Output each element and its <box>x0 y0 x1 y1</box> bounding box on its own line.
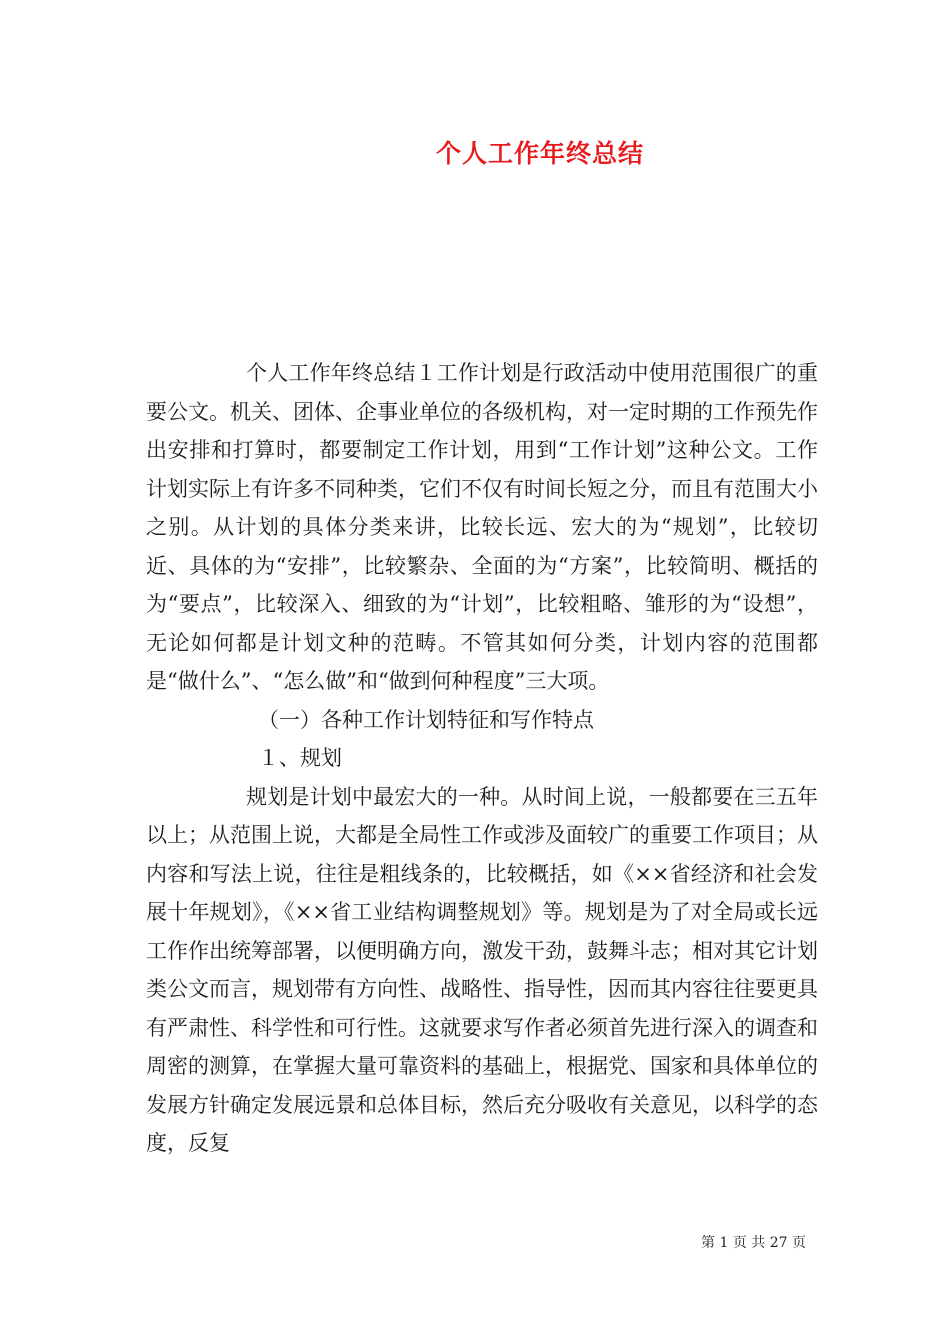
document-body <box>146 354 818 1163</box>
page-title: 个人工作年终总结 <box>435 139 644 168</box>
body-paragraph: 个人工作年终总结１工作计划是行政活动中使用范围很广的重要公文。机关、团体、企事业单位的各级机构，对一定时期的工作预先作出安排和打算时，都要制定工作计划，用到“工作计划”这种公文。工作计划实际上有许多不同种类，它们不仅有时间长短之分，而且有范围大小之别。从计划的具体分类来讲，比较长远、宏大的为“规划”，比较切近、具体的为“安排”，比较繁杂、全面的为“方案”，比较简明、概括的为“要点”，比较深入、细致的为“计划”，比较粗略、雏形的为“设想”，无论如何都是计划文种的范畴。不管其如何分类，计划内容的范围都是“做什么”、“怎么做”和“做到何种程度”三大项。 <box>146 361 818 693</box>
subsection-heading: １、规划 <box>258 746 342 770</box>
section-heading: （一）各种工作计划特征和写作特点 <box>258 707 594 732</box>
body-paragraph: 规划是计划中最宏大的一种。从时间上说，一般都要在三五年以上；从范围上说，大都是全局性工作或涉及面较广的重要工作项目；从内容和写法上说，往往是粗线条的，比较概括，如《××省经济和社会发展十年规划》，《××省工业结构调整规划》等。规划是为了对全局或长远工作作出统筹部署，以便明确方向，激发干劲，鼓舞斗志；相对其它计划类公文而言，规划带有方向性、战略性、指导性，因而其内容往往要更具有严肃性、科学性和可行性。这就要求写作者必须首先进行深入的调查和周密的测算，在掌握大量可靠资料的基础上，根据党、国家和具体单位的发展方针确定发展远景和总体目标，然后充分吸收有关意见，以科学的态度，反复 <box>146 784 818 1155</box>
page-number: 第 1 页 共 27 页 <box>701 1235 806 1251</box>
